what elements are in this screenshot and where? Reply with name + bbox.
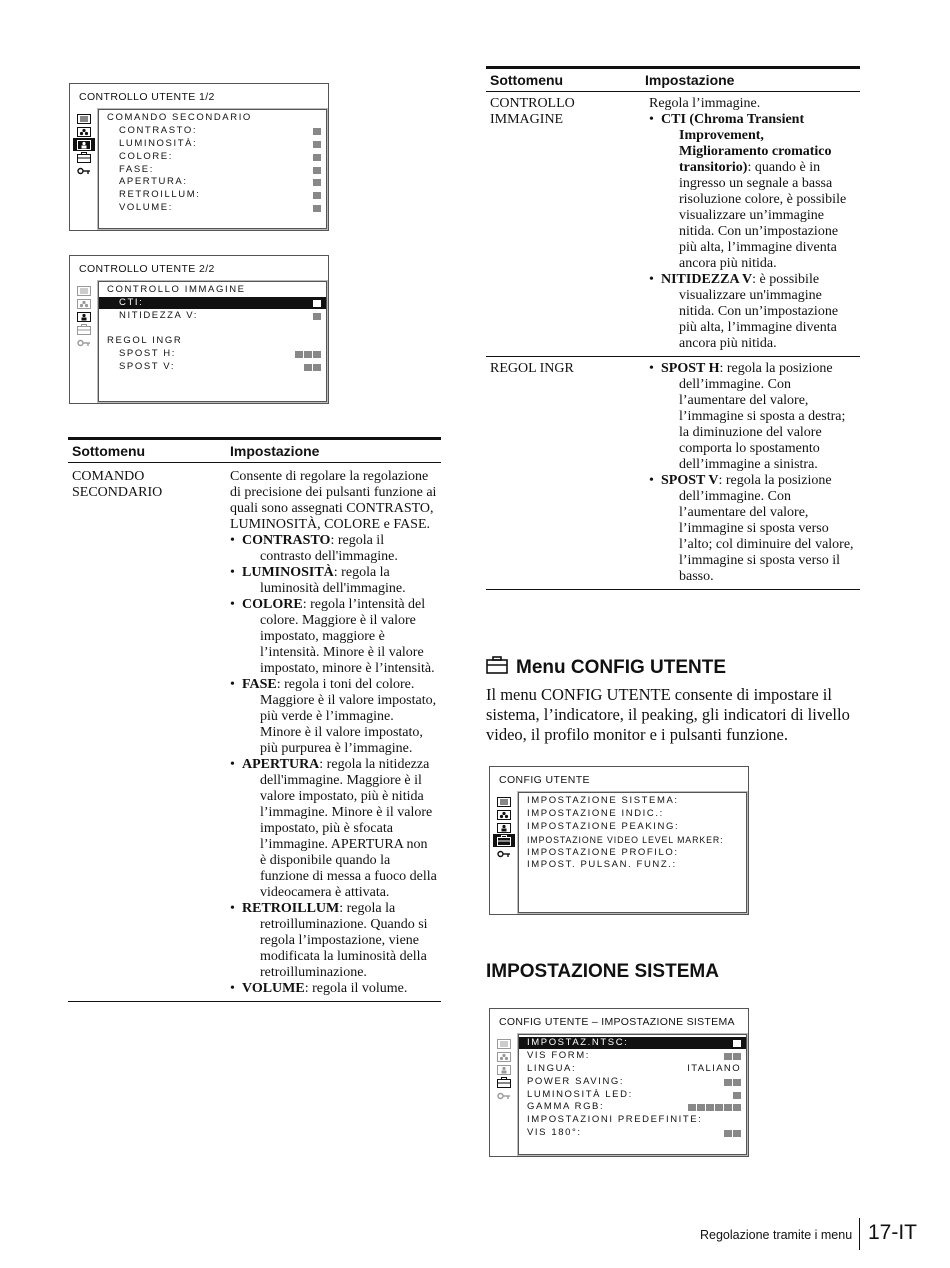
footer-divider bbox=[859, 1218, 860, 1250]
section-title: IMPOSTAZIONE SISTEMA bbox=[486, 961, 719, 982]
osd-item: IMPOSTAZIONE PEAKING: bbox=[527, 821, 680, 832]
color-icon bbox=[73, 125, 95, 138]
osd-item: VOLUME: bbox=[99, 202, 326, 214]
osd-icon-column bbox=[493, 1037, 517, 1102]
user-control-icon bbox=[73, 310, 95, 323]
osd-item: NITIDEZZA V: bbox=[99, 310, 326, 322]
list-icon bbox=[493, 1037, 515, 1050]
table-header bbox=[68, 440, 441, 463]
osd-item: POWER SAVING: bbox=[519, 1076, 746, 1088]
bullet-item: • NITIDEZZA V: è possibile visualizzare un'immagine nitida. Con un’impostazione più alta, l’immagine diventa ancora più nitida. bbox=[649, 272, 839, 351]
osd-item: IMPOSTAZIONE VIDEO LEVEL MARKER: bbox=[527, 835, 724, 845]
table-row bbox=[68, 463, 441, 1002]
key-icon bbox=[493, 847, 515, 860]
osd-item: VIS 180°: bbox=[519, 1127, 746, 1139]
osd-item: CONTRASTO: bbox=[99, 125, 326, 137]
col-sottomenu: Sottomenu bbox=[490, 72, 564, 88]
osd-item: IMPOSTAZIONE SISTEMA: bbox=[527, 795, 679, 806]
footer-section: Regolazione tramite i menu bbox=[700, 1228, 853, 1242]
bullet-item: • LUMINOSITÀ: regola la luminosità dell'immagine. bbox=[230, 565, 406, 596]
osd-item: FASE: bbox=[99, 164, 326, 176]
bullet-item: • COLORE: regola l’intensità del colore. Maggiore è il valore impostato, maggiore è l’intensità. Minore è il valore impostato, minore è l’intensità. bbox=[230, 597, 435, 676]
page-number: 17-IT bbox=[868, 1221, 918, 1244]
user-control-icon bbox=[493, 821, 515, 834]
list-icon bbox=[73, 284, 95, 297]
osd-item: IMPOSTAZIONI PREDEFINITE: bbox=[527, 1114, 703, 1125]
list-icon bbox=[493, 795, 515, 808]
osd-item: GAMMA RGB: bbox=[519, 1101, 746, 1113]
list-icon bbox=[73, 112, 95, 125]
osd-item: COLORE: bbox=[99, 151, 326, 163]
osd-item-selected: IMPOSTAZ.NTSC: bbox=[519, 1037, 746, 1049]
osd-item: RETROILLUM: bbox=[99, 189, 326, 201]
bullet-item: • CTI (Chroma Transient Improvement, Miglioramento cromatico transitorio): quando è in ingresso un segnale a bassa risoluzione colore, è possibile visualizzare un’immagine nitida. Con un’impostazione più alta, l’immagine diventa ancora più nitida. bbox=[649, 112, 847, 271]
toolbox-icon bbox=[486, 656, 508, 679]
row-setting bbox=[230, 469, 437, 997]
osd-icon-column bbox=[493, 795, 517, 860]
row-setting bbox=[649, 96, 854, 352]
row-submenu: COMANDO SECONDARIO bbox=[72, 469, 163, 500]
config-heading bbox=[486, 656, 726, 679]
osd-panel bbox=[518, 1034, 747, 1155]
bullet-item: • VOLUME: regola il volume. bbox=[230, 981, 408, 996]
section-title: Menu CONFIG UTENTE bbox=[516, 656, 727, 678]
osd-panel bbox=[518, 792, 747, 913]
bullet-item: • RETROILLUM: regola la retroilluminazione. Quando si regola l’impostazione, viene modificata la luminosità della retroilluminazione. bbox=[230, 901, 428, 980]
osd-title: CONTROLLO UTENTE 2/2 bbox=[79, 263, 215, 275]
row-submenu: CONTROLLO IMMAGINE bbox=[490, 96, 575, 127]
col-impostazione: Impostazione bbox=[230, 443, 320, 459]
osd-impostazione-sistema bbox=[489, 1008, 749, 1157]
row-setting bbox=[649, 361, 854, 585]
osd-title: CONTROLLO UTENTE 1/2 bbox=[79, 91, 215, 103]
osd-item: IMPOST. PULSAN. FUNZ.: bbox=[527, 859, 677, 870]
table-row bbox=[486, 357, 860, 590]
osd-icon-column bbox=[73, 112, 97, 177]
color-icon bbox=[493, 808, 515, 821]
color-icon bbox=[493, 1050, 515, 1063]
col-impostazione: Impostazione bbox=[645, 72, 735, 88]
osd-title: CONFIG UTENTE bbox=[499, 774, 590, 786]
osd-item: IMPOSTAZIONE PROFILO: bbox=[527, 847, 679, 858]
toolbox-icon bbox=[493, 834, 515, 847]
osd-title: CONFIG UTENTE – IMPOSTAZIONE SISTEMA bbox=[499, 1016, 735, 1028]
osd-controllo-utente-2 bbox=[69, 255, 329, 404]
osd-panel bbox=[98, 109, 327, 229]
key-icon bbox=[73, 336, 95, 349]
bullet-item: • APERTURA: regola la nitidezza dell'immagine. Maggiore è il valore impostato, più è nitida l’immagine. Minore è il valore impostato, più è sfocata l’immagine. APERTURA non è disponibile quando la funzione di messa a fuoco della videocamera è attivata. bbox=[230, 757, 437, 900]
osd-item: LUMINOSITÀ LED: bbox=[519, 1089, 746, 1101]
osd-item: SPOST V: bbox=[99, 361, 326, 373]
osd-item-selected: CTI: bbox=[99, 297, 326, 309]
osd-item: IMPOSTAZIONE INDIC.: bbox=[527, 808, 664, 819]
bullet-item: • CONTRASTO: regola il contrasto dell'immagine. bbox=[230, 533, 398, 564]
osd-icon-column bbox=[73, 284, 97, 349]
osd-item: APERTURA: bbox=[99, 176, 326, 188]
toolbox-icon bbox=[73, 323, 95, 336]
user-control-icon bbox=[493, 1063, 515, 1076]
table-controllo-immagine bbox=[486, 66, 860, 590]
key-icon bbox=[73, 164, 95, 177]
setting-intro: Consente di regolare la regolazione di precisione dei pulsanti funzione ai quali sono assegnati CONTRASTO, LUMINOSITÀ, COLORE e FASE. bbox=[230, 469, 437, 532]
osd-item: LUMINOSITÀ: bbox=[99, 138, 326, 150]
table-comando-secondario bbox=[68, 437, 441, 1002]
osd-item: LINGUA: ITALIANO bbox=[527, 1063, 741, 1074]
row-submenu: REGOL INGR bbox=[490, 361, 574, 376]
osd-panel bbox=[98, 281, 327, 402]
osd-config-utente bbox=[489, 766, 749, 915]
toolbox-icon bbox=[493, 1076, 515, 1089]
col-sottomenu: Sottomenu bbox=[72, 443, 146, 459]
color-icon bbox=[73, 297, 95, 310]
osd-item: VIS FORM: bbox=[519, 1050, 746, 1062]
user-control-icon bbox=[73, 138, 95, 151]
setting-intro: Regola l’immagine. bbox=[649, 96, 761, 111]
bullet-item: • FASE: regola i toni del colore. Maggiore è il valore impostato, più verde è l’immagine. Minore è il valore impostato, più purpurea è l’immagine. bbox=[230, 677, 437, 756]
bullet-item: • SPOST H: regola la posizione dell’immagine. Con l’aumentare del valore, l’immagine si sposta a destra; la diminuzione del valore comporta lo spostamento dell’immagine a sinistra. bbox=[649, 361, 846, 472]
config-paragraph: Il menu CONFIG UTENTE consente di impostare il sistema, l’indicatore, il peaking, gli indicatori di livello video, il profilo monitor e i pulsanti funzione. bbox=[486, 685, 850, 744]
osd-controllo-utente-1 bbox=[69, 83, 329, 231]
osd-header: COMANDO SECONDARIO bbox=[107, 112, 252, 123]
osd-item: SPOST H: bbox=[99, 348, 326, 360]
toolbox-icon bbox=[73, 151, 95, 164]
osd-header: CONTROLLO IMMAGINE bbox=[107, 284, 246, 295]
bullet-item: • SPOST V: regola la posizione dell’immagine. Con l’aumentare del valore, l’immagine si sposta verso l’alto; col diminuire del valore, l’immagine si sposta verso il basso. bbox=[649, 473, 854, 584]
table-row bbox=[486, 92, 860, 357]
table-header bbox=[486, 69, 860, 92]
key-icon bbox=[493, 1089, 515, 1102]
osd-header: REGOL INGR bbox=[107, 335, 183, 346]
